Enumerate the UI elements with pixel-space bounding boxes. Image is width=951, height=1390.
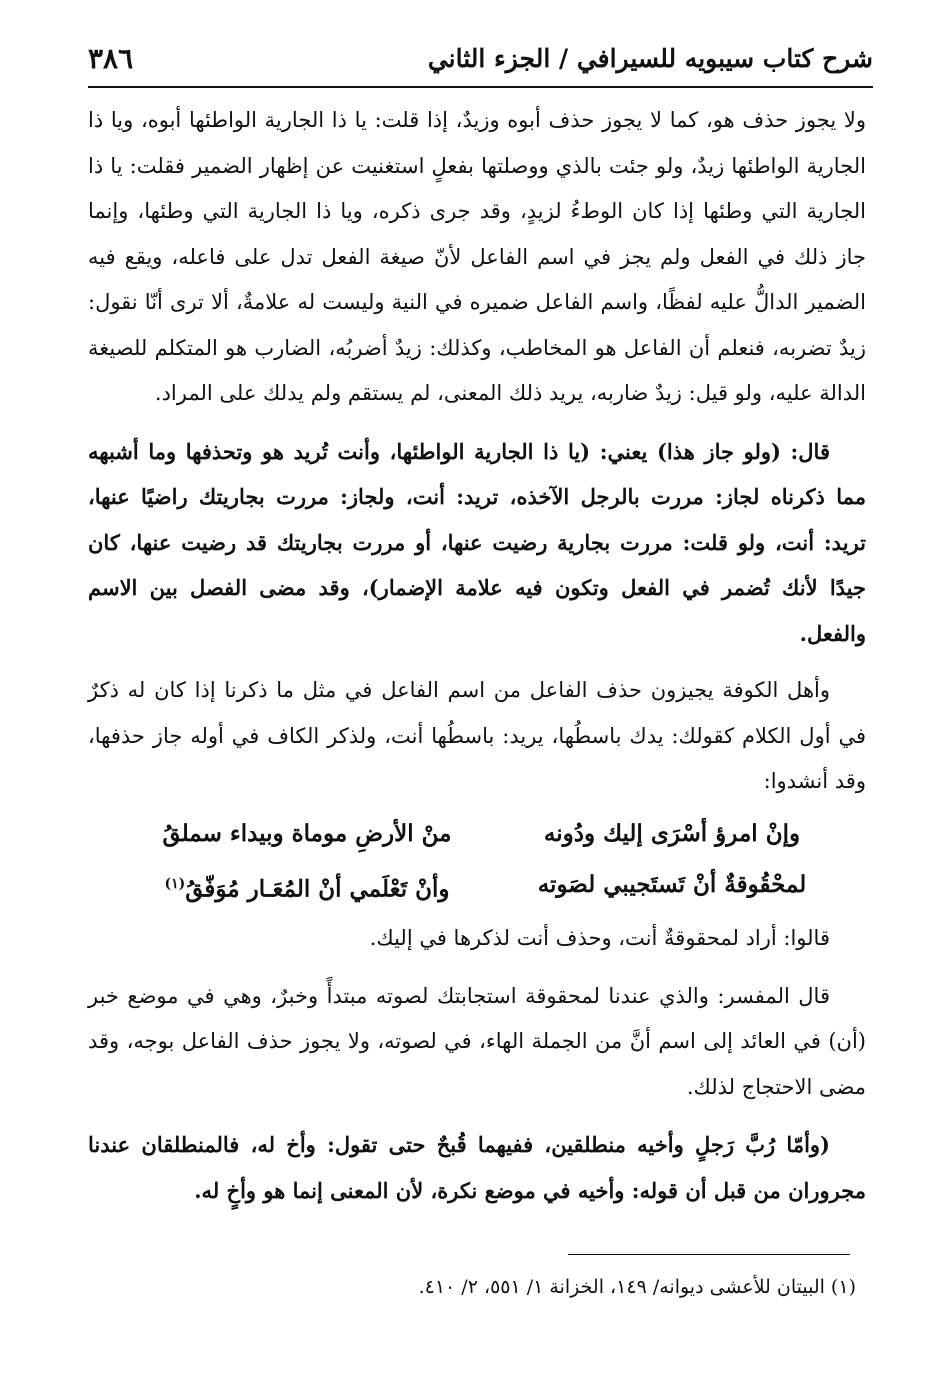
paragraph-4-text: قالوا: أراد لمحقوقةٌ أنت، وحذف أنت لذكرها في إليك. xyxy=(369,926,830,951)
footnote: (١) البيتان للأعشى ديوانه/ ١٤٩، الخزانة ١/ ٥٥١، ٢/ ٤١٠. xyxy=(418,1276,856,1298)
paragraph-5 xyxy=(88,974,866,1111)
running-title: شرح كتاب سيبويه للسيرافي / الجزء الثاني xyxy=(427,43,873,73)
verse-2-second-hemistich-text: وأنْ تَعْلَمي أنْ المُعَـار مُوَفّقُ xyxy=(185,875,450,903)
header-divider xyxy=(88,86,873,88)
footnote-divider xyxy=(568,1254,850,1255)
page-number: ٣٨٦ xyxy=(88,41,134,75)
verse-1-second-hemistich: منْ الأرضِ موماة وبيداء سملقُ xyxy=(162,819,452,847)
footnote-reference: (١) xyxy=(164,876,186,892)
verse-2-first-hemistich: لمحْقُوقةٌ أنْ تَستَجيبي لصَوته xyxy=(537,871,807,898)
main-text xyxy=(88,98,866,1213)
verse-2-second-hemistich xyxy=(142,862,472,912)
paragraph-1 xyxy=(88,98,866,417)
paragraph-5-text: قال المفسر: والذي عندنا لمحقوقة استجابتك لصوته مبتدأً وخبرٌ، وهي في موضع خبر (أن) في العائد إلى اسم أنَّ من الجملة الهاء، في لصوته، ولا يجوز حذف الفاعل بوجه، وقد مضى الاحتجاج لذلك. xyxy=(88,983,866,1099)
paragraph-1-text: ولا يجوز حذف هو، كما لا يجوز حذف أبوه وزيدٌ، إذا قلت: يا ذا الجارية الواطئها أبوه، ويا ذا الجارية الواطئها زيدٌ، ولو جئت بالذي ووصلتها بفعلٍ استغنيت عن إظهار الضمير فقلت: يا ذا الجارية التي وطئها إذا كان الوطءُ لزيدٍ، وقد جرى ذكره، ويا ذا الجارية التي وطئها، وإنما جاز ذلك في الفعل ولم يجز في اسم الفاعل لأنّ صيغة الفعل تدل على فاعله، ويقع فيه الضمير الدالُّ عليه لفظًا، واسم الفاعل ضميره في النية وليست له علامةٌ، ألا ترى أنّا نقول: زيدٌ تضربه، فنعلم أن الفاعل هو المخاطب، وكذلك: زيدٌ أضربُه، الضارب هو المتكلم للصيغة الدالة عليه، ولو قيل: زيدٌ ضاربه، يريد ذلك المعنى، لم يستقم ولم يدلك على المراد. xyxy=(88,108,866,405)
paragraph-6 xyxy=(88,1122,866,1213)
paragraph-3-text: وأهل الكوفة يجيزون حذف الفاعل من اسم الفاعل في مثل ما ذكرنا إذا كان له ذكرٌ في أول الكلام كقولك: يدك باسطُها، يريد: باسطُها أنت، ولذكر الكاف في أوله جاز حذفها، وقد أنشدوا: xyxy=(88,678,866,793)
paragraph-4 xyxy=(88,916,866,962)
paragraph-6-text: (وأمّا رُبَّ رَجلٍ وأخيه منطلقين، ففيهما قُبحٌ حتى تقول: وأخ له، فالمنطلقان عندنا مجروران من قبل أن قوله: وأخيه في موضع نكرة، لأن المعنى إنما هو وأخٍ له. xyxy=(88,1132,866,1203)
verse-line-1 xyxy=(88,811,866,857)
verse-line-2 xyxy=(88,862,866,912)
page-header xyxy=(88,36,873,80)
paragraph-2 xyxy=(88,429,866,657)
verse-1-first-hemistich: وإنْ امرؤ أسْرَى إليك ودُونه xyxy=(543,819,801,847)
paragraph-2-text: قال: (ولو جاز هذا) يعني: (يا ذا الجارية الواطئها، وأنت تُريد هو وتحذفها وما أشبهه مما ذكرناه لجاز: مررت بالرجل الآخذه، تريد: أنت، ولجاز: مررت بجاريتك راضيًا عنها، تريد: أنت، ولو قلت: مررت بجارية رضيت عنها، أو مررت بجاريتك قد رضيت عنها، كان جيدًا لأنك تُضمر في الفعل وتكون فيه علامة الإضمار)، وقد مضى الفصل بين الاسم والفعل. xyxy=(88,438,866,646)
paragraph-3 xyxy=(88,668,866,805)
